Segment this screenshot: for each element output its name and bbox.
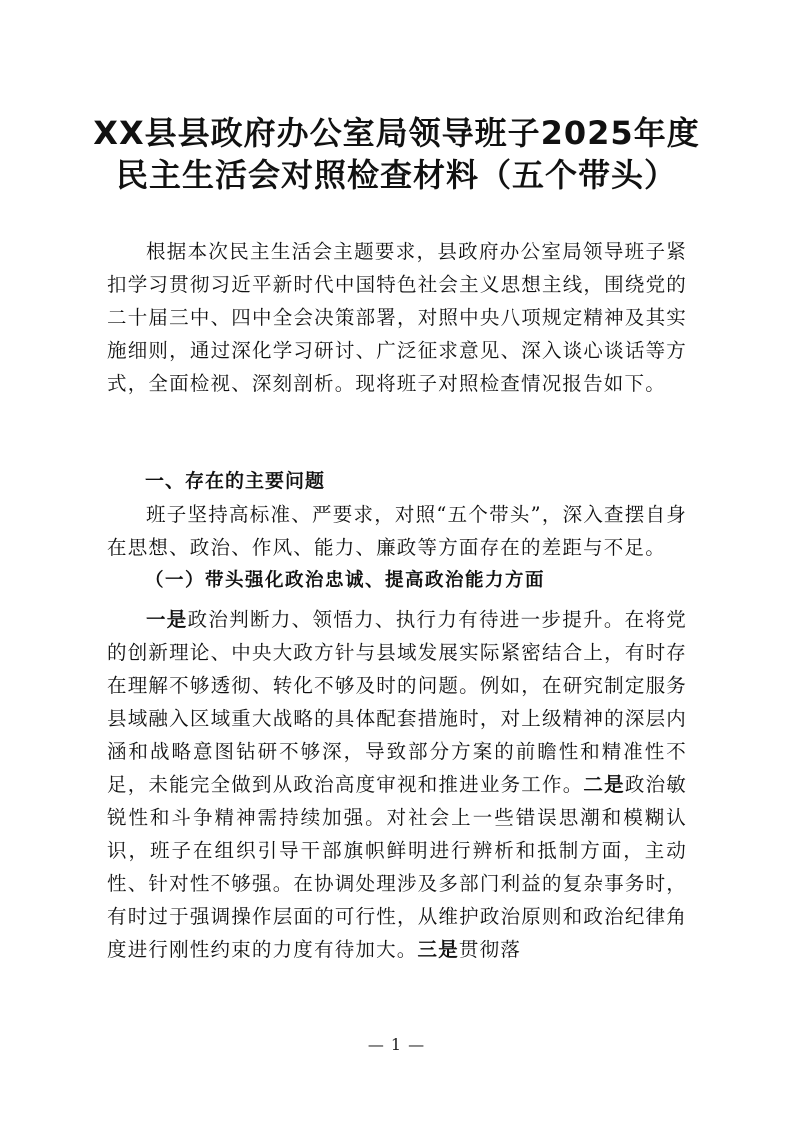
subsection-1-paragraph: [107, 603, 687, 966]
item-3-lead: 三是: [417, 938, 459, 961]
section-1-intro-paragraph: 班子坚持高标准、严要求，对照“五个带头”，深入查摆自身在思想、政治、作风、能力、廉政等方面存在的差距与不足。: [107, 503, 687, 559]
item-2-lead: 二是: [583, 773, 625, 796]
section-1-heading: 一、存在的主要问题: [145, 470, 326, 492]
subsection-1-heading: （一）带头强化政治忠诚、提高政治能力方面: [145, 570, 546, 591]
item-2-text: 政治敏锐性和斗争精神需持续加强。对社会上一些错误思潮和模糊认识，班子在组织引导干部旗帜鲜明进行辨析和抵制方面，主动性、针对性不够强。在协调处理涉及多部门利益的复杂事务时，有时过于强调操作层面的可行性，从维护政治原则和政治纪律角度进行刚性约束的力度有待加大。: [107, 773, 687, 961]
item-1-lead: 一是: [146, 608, 188, 631]
item-3-text: 贯彻落: [458, 938, 522, 961]
intro-paragraph: 根据本次民主生活会主题要求，县政府办公室局领导班子紧扣学习贯彻习近平新时代中国特色社会主义思想主线，围绕党的二十届三中、四中全会决策部署，对照中央八项规定精神及其实施细则，通过深化学习研讨、广泛征求意见、深入谈心谈话等方式，全面检视、深刻剖析。现将班子对照检查情况报告如下。: [107, 240, 687, 395]
document-title-line-1: XX县县政府办公室局领导班子2025年度: [93, 114, 700, 152]
document-title-line-2: 民主生活会对照检查材料（五个带头）: [115, 156, 677, 194]
page-number: — 1 —: [367, 1035, 426, 1054]
item-1-text: 政治判断力、领悟力、执行力有待进一步提升。在将党的创新理论、中央大政方针与县域发展实际紧密结合上，有时存在理解不够透彻、转化不够及时的问题。例如，在研究制定服务县域融入区域重大战略的具体配套措施时，对上级精神的深层内涵和战略意图钻研不够深，导致部分方案的前瞻性和精准性不足，未能完全做到从政治高度审视和推进业务工作。: [107, 608, 687, 796]
